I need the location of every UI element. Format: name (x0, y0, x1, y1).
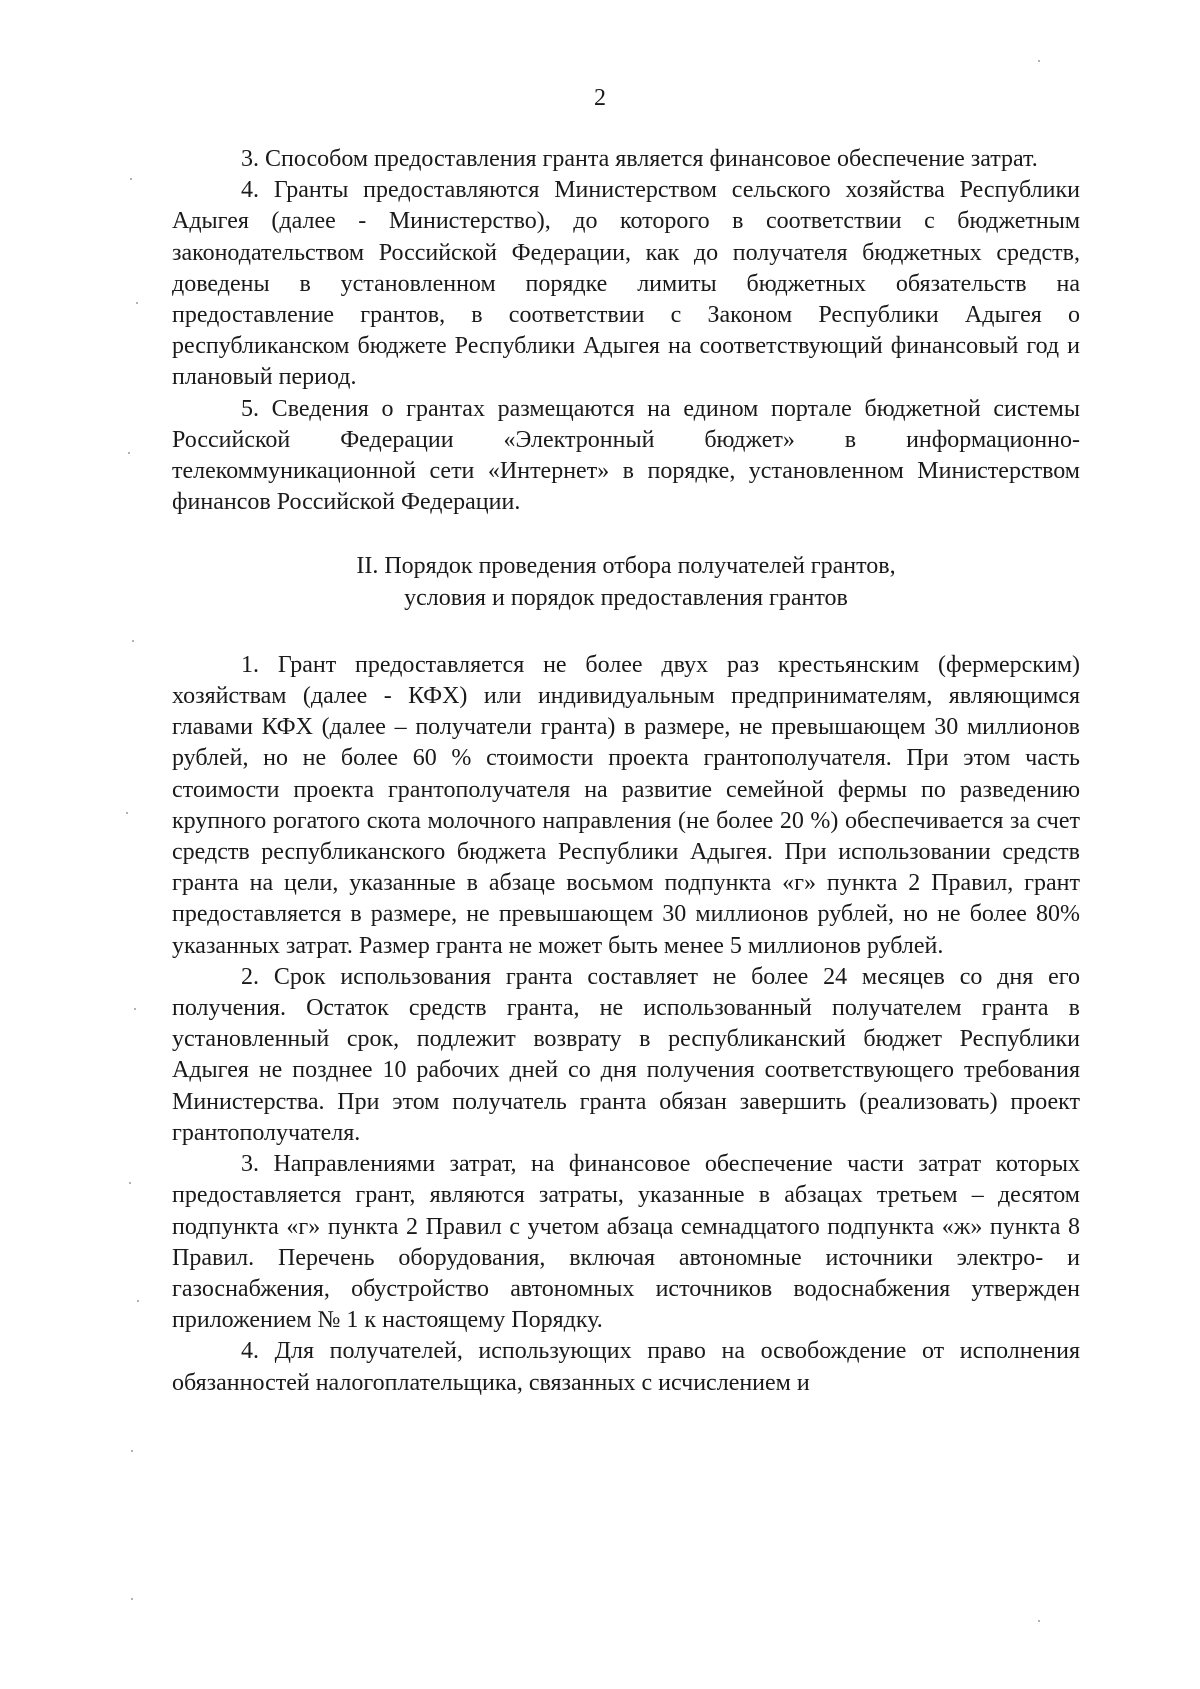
paragraph-grant-method: 3. Способом предоставления гранта является финансовое обеспечение затрат. (241, 146, 1038, 172)
scan-speck (1038, 1620, 1040, 1622)
paragraph-grant-amount: 1. Грант предоставляется не более двух раз крестьянским (фермерским) хозяйствам (далее - КФХ) или индивидуальным предпринимателям, являющимся главами КФХ (далее – получатели гранта) в размере, не превышающем 30 миллионов рублей, но не более 60 % стоимости проекта грантополучателя. При этом часть стоимости проекта грантополучателя на развитие семейной фермы по разведению крупного рогатого скота молочного направления (не более 20 %) обеспечивается за счет средств республиканского бюджета Республики Адыгея. При использовании средств гранта на цели, указанные в абзаце восьмом подпункта «г» пункта 2 Правил, грант предоставляется в размере, не превышающем 30 миллионов рублей, но не более 80% указанных затрат. Размер гранта не может быть менее 5 миллионов рублей. (172, 651, 1080, 959)
paragraph-grant-provider: 4. Гранты предоставляются Министерством сельского хозяйства Республики Адыгея (далее - Министерство), до которого в соответствии с бюджетным законодательством Российской Федерации, как до получателя бюджетных средств, доведены в установленном порядке лимиты бюджетных обязательств на предоставление грантов, в соответствии с Законом Республики Адыгея о республиканском бюджете Республики Адыгея на соответствующий финансовый год и плановый период. (172, 177, 1080, 391)
scan-speck (1038, 60, 1040, 62)
section-heading-line-2: условия и порядок предоставления грантов (404, 584, 848, 611)
paragraph-cost-directions: 3. Направлениями затрат, на финансовое обеспечение части затрат которых предоставляется грант, являются затраты, указанные в абзацах третьем – десятом подпункта «г» пункта 2 Правил с учетом абзаца семнадцатого подпункта «ж» пункта 8 Правил. Перечень оборудования, включая автономные источники электро- и газоснабжения, обустройство автономных источников водоснабжения утвержден приложением № 1 к настоящему Порядку. (172, 1151, 1080, 1334)
scan-speck (126, 812, 128, 814)
document-body (172, 144, 1080, 1399)
scan-speck (130, 178, 132, 180)
scan-speck (137, 1300, 139, 1302)
scan-speck (131, 1598, 133, 1600)
scan-speck (136, 302, 138, 304)
paragraph-tax-exemption: 4. Для получателей, использующих право на освобождение от исполнения обязанностей налогоплательщика, связанных с исчислением и (172, 1338, 1080, 1396)
scan-speck (128, 452, 130, 454)
scan-speck (129, 1182, 131, 1184)
scan-speck (131, 1450, 133, 1452)
section-heading-line-1: II. Порядок проведения отбора получателей грантов, (356, 553, 896, 580)
paragraph-grant-information: 5. Сведения о грантах размещаются на едином портале бюджетной системы Российской Федерации «Электронный бюджет» в информационно-телекоммуникационной сети «Интернет» в порядке, установленном Министерством финансов Российской Федерации. (172, 395, 1080, 516)
section-heading (172, 551, 1080, 613)
scan-speck (134, 1008, 136, 1010)
scan-speck (132, 640, 134, 642)
paragraph-grant-term: 2. Срок использования гранта составляет не более 24 месяцев со дня его получения. Остаток средств гранта, не использованный получателем гранта в установленный срок, подлежит возврату в республиканский бюджет Республики Адыгея не позднее 10 рабочих дней со дня получения соответствующего требования Министерства. При этом получатель гранта обязан завершить (реализовать) проект грантополучателя. (172, 963, 1080, 1146)
page-number: 2 (594, 85, 606, 111)
